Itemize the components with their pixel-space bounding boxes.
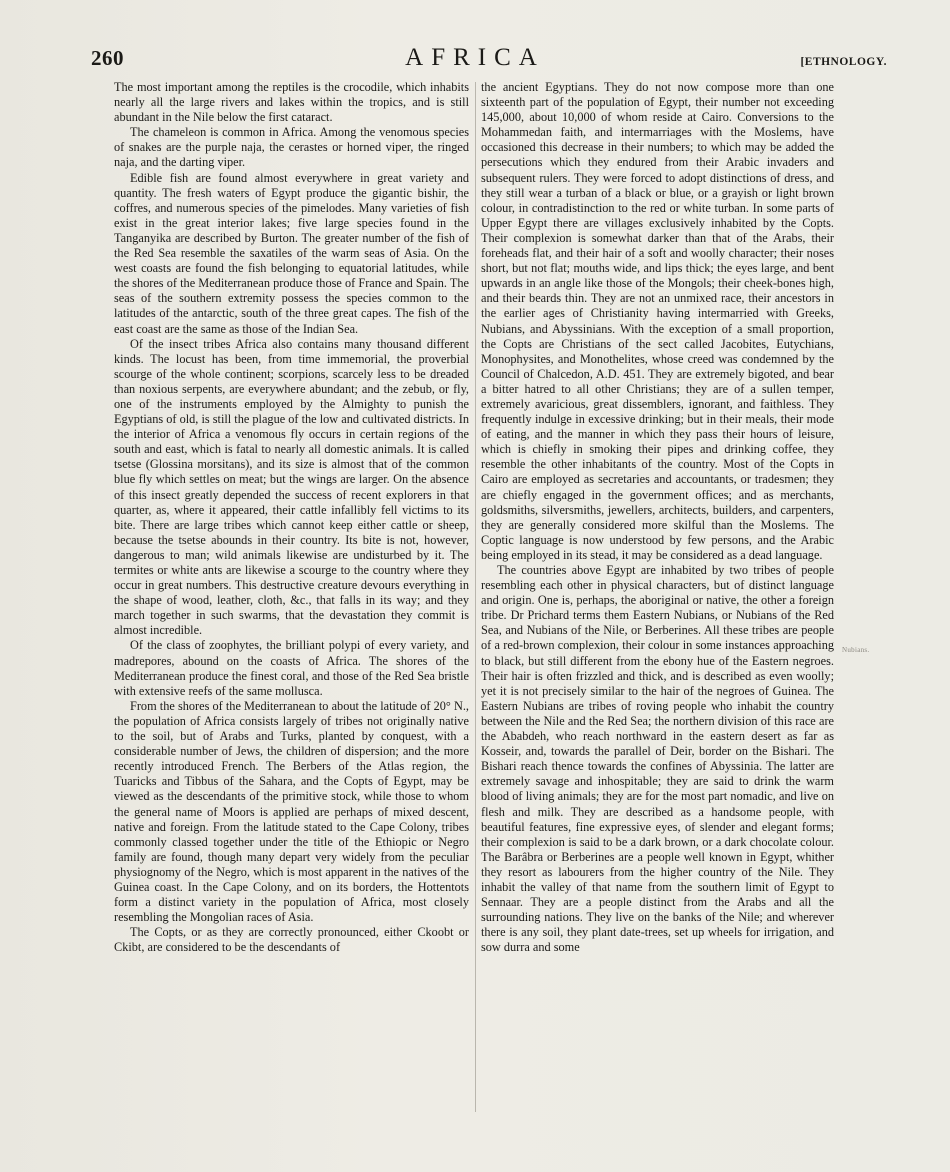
section-tag: [ETHNOLOGY. [800,56,887,68]
paragraph-reptiles: The most important among the reptiles is the crocodile, which inhabits nearly all the large rivers and lakes within the tropics, and is still abundant in the Nile below the first cataract. [114,80,469,125]
column-divider [475,82,476,1112]
page-header [85,44,887,76]
paragraph-copts-intro: The Copts, or as they are correctly pronounced, either Ckoobt or Ckibt, are considered to be the descendants of [114,925,469,955]
paragraph-population: From the shores of the Mediterranean to about the latitude of 20° N., the population of Africa consists largely of tribes not originally native to the soil, but of Arabs and Turks, planted by conquest, with a considerable number of Jews, the children of dispersion; and the more recently introduced French. The Berbers of the Atlas region, the Tuaricks and Tibbus of the Sahara, and the Copts of Egypt, may be viewed as the descendants of the primitive stock, while those to whom the general name of Moors is applied are perhaps of mixed descent, native and foreign. From the latitude stated to the Cape Colony, tribes commonly classed together under the title of the Ethiopic or Negro family are found, though many depart very widely from the peculiar physiognomy of the Negro, which is most apparent in the natives of the Guinea coast. In the Cape Colony, and on its borders, the Hottentots form a distinct variety in the population of Africa, most closely resembling the Mongolian races of Asia. [114,698,469,925]
paragraph-nubians: The countries above Egypt are inhabited by two tribes of people resembling each other in physical characters, but of distinct language and origin. One is, perhaps, the aboriginal or native, the other a foreign tribe. Dr Prichard terms them Eastern Nubians, or Nubians of the Red Sea, and Nubians of the Nile, or Berberines. All these tribes are people of a red-brown complexion, their colour in some instances approaching to black, but still different from the ebony hue of the Eastern negroes. Their hair is often frizzled and thick, and is described as even woolly; yet it is not precisely similar to the hair of the negroes of Guinea. The Eastern Nubians are tribes of roving people who inhabit the country between the Nile and the Red Sea; the northern division of this race are the Ababdeh, who reach northward in the eastern desert as far as Kosseir, and, towards the parallel of Deir, border on the Bishari. The Bishari reach thence towards the confines of Abyssinia. The latter are extremely savage and inhospitable; they are said to drink the warm blood of living animals; they are for the most part nomadic, and live on flesh and milk. They are described as a handsome people, with beautiful features, fine expressive eyes, of slender and elegant forms; their complexion is said to be a dark brown, or a dark chocolate colour. The Barâbra or Berberines are a people well known in Egypt, whither they resort as labourers from the higher country of the Nile. They inhabit the valley of that name from the southern limit of Egypt to Sennaar. They are a people distinct from the Arabs and all the surrounding nations. They live on the banks of the Nile; and wherever there is any soil, they plant date-trees, set up wheels for irrigation, and sow durra and some [481,563,834,955]
margin-note: Nubians. [842,646,870,654]
paragraph-fish: Edible fish are found almost everywhere in great variety and quantity. The fresh waters of Egypt produce the gigantic bishir, the coffres, and numerous species of the pimelodes. Many varieties of fish exist in the great interior lakes; five large species found in the Tanganyika are described by Burton. The greater number of the fish of the Red Sea resemble the saxatiles of the warm seas of Asia. On the west coasts are found the fish belonging to equatorial latitudes, while the shores of the Mediterranean produce those of France and Spain. The seas of the southern extremity possess the species common to the latitudes of the antarctic, south of the three great capes. The fish of the east coast are the same as those of the Indian Sea. [114,170,469,336]
paragraph-insects: Of the insect tribes Africa also contains many thousand different kinds. The locust has been, from time immemorial, the proverbial scourge of the whole continent; scorpions, scarcely less to be dreaded than noxious serpents, are everywhere abundant; and the zebub, or fly, one of the instruments employed by the Almighty to punish the Egyptians of old, is still the plague of the low and cultivated districts. In the interior of Africa a venomous fly occurs in certain regions of the south and east, which is fatal to nearly all domestic animals. It is called tsetse (Glossina morsitans), and its size is almost that of the common blue fly which settles on meat; but the wings are larger. On the absence of this insect greatly depended the success of recent explorers in that quarter, as, where it appeared, their cattle infallibly fell victims to its bite. There are large tribes which cannot keep either cattle or sheep, because the tsetse abounds in their country. Its bite is not, however, dangerous to man; wild animals likewise are undisturbed by it. The termites or white ants are likewise a scourge to the country where they occur in great numbers. This destructive creature devours everything in the shape of wood, leather, cloth, &c., that falls in its way; and they march together in such swarms, that the devastation they commit is almost incredible. [114,336,469,638]
paragraph-zoophytes: Of the class of zoophytes, the brilliant polypi of every variety, and madrepores, abound on the coasts of Africa. The shores of the Mediterranean produce the finest coral, and those of the Red Sea bristle with extensive reefs of the same mollusca. [114,638,469,698]
right-column [481,80,834,1140]
page-number: 260 [91,46,124,70]
running-title: AFRICA [405,44,545,71]
left-column [114,80,469,1140]
paragraph-copts: the ancient Egyptians. They do not now compose more than one sixteenth part of the population of Egypt, their number not exceeding 145,000, about 10,000 of whom reside at Cairo. Conversions to the Mohammedan faith, and intermarriages with the Moslems, have occasioned this decrease in their numbers; to which may be added the persecutions which they endured from their Arabic invaders and subsequent rulers. They were forced to adopt distinctions of dress, and they still wear a turban of a black or blue, or a grayish or light brown colour, in contradistinction to the red or white turban. In some parts of Upper Egypt there are villages exclusively inhabited by the Copts. Their complexion is somewhat darker than that of the Arabs, their foreheads flat, and their hair of a soft and woolly character; their noses short, but not flat; mouths wide, and lips thick; the eyes large, and bent upwards in an angle like those of the Mongols; their cheek-bones high, and their beards thin. They are not an unmixed race, their ancestors in the earlier ages of Christianity having intermarried with Greeks, Nubians, and Abyssinians. With the exception of a small proportion, the Copts are Christians of the sect called Jacobites, Eutychians, Monophysites, and Monothelites, whose creed was condemned by the Council of Chalcedon, A.D. 451. They are extremely bigoted, and bear a bitter hatred to all other Christians; they are of a sullen temper, extremely avaricious, great dissemblers, ignorant, and faithless. They frequently indulge in excessive drinking; but in their meals, their mode of eating, and the manner in which they pass their hours of leisure, which is chiefly in smoking their pipes and drinking coffee, they resemble the other inhabitants of the country. Most of the Copts in Cairo are employed as secretaries and accountants, or tradesmen; they are chiefly engaged in the government offices; and as merchants, goldsmiths, silversmiths, jewellers, architects, builders, and carpenters, they are generally considered more skilful than the Moslems. The Coptic language is now understood by few persons, and the Arabic being employed in its stead, it may be considered as a dead language. [481,80,834,562]
paragraph-chameleon: The chameleon is common in Africa. Among the venomous species of snakes are the purple naja, the cerastes or horned viper, the ringed naja, and the darting viper. [114,125,469,170]
